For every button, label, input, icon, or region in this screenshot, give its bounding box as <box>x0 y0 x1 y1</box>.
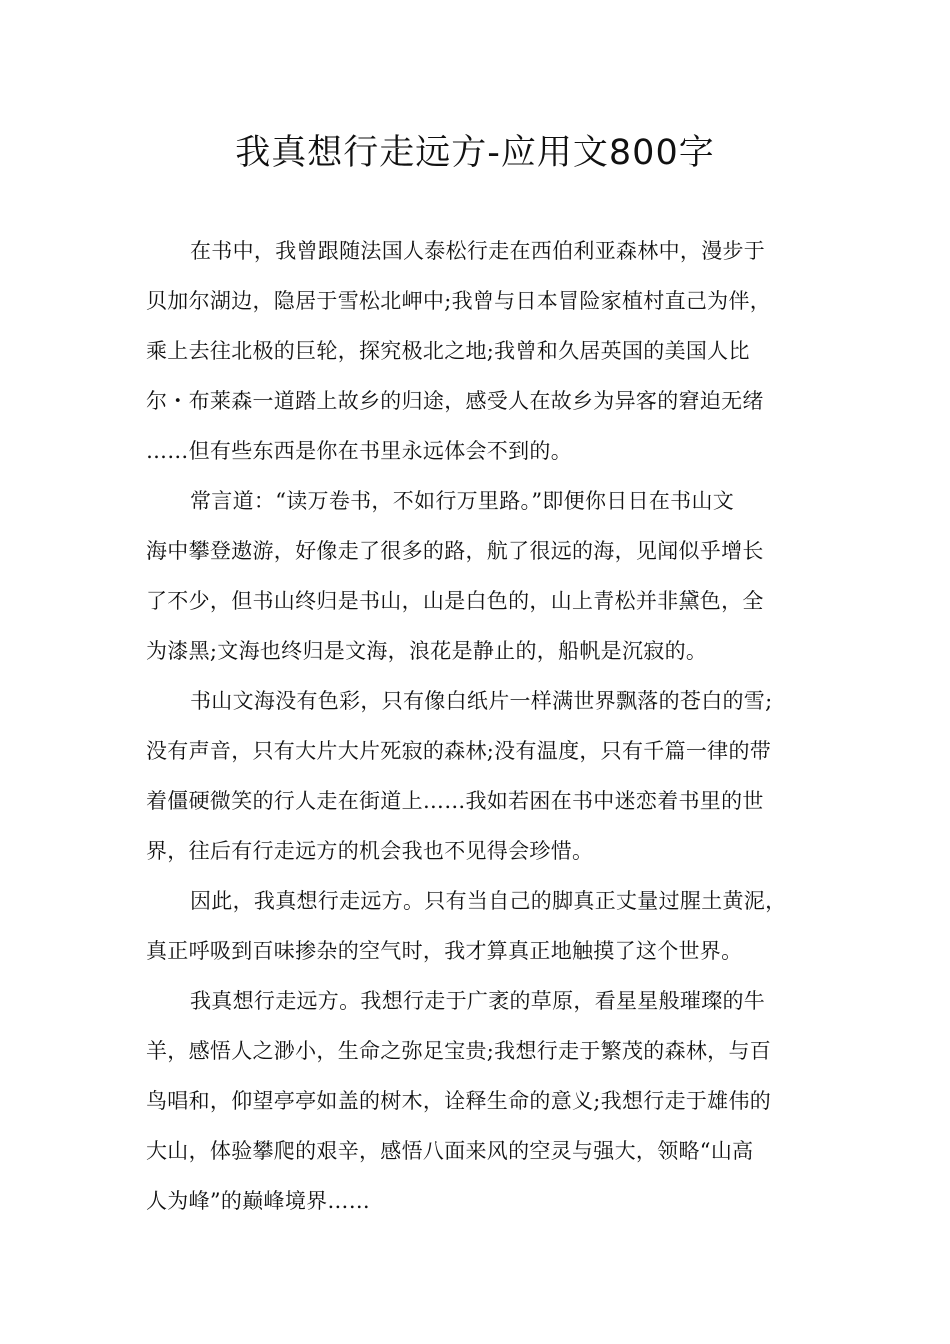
paragraph <box>146 876 810 976</box>
text-line: 贝加尔湖边，隐居于雪松北岬中;我曾与日本冒险家植村直己为伴， <box>146 289 772 313</box>
text-line: 了不少，但书山终归是书山，山是白色的，山上青松并非黛色，全 <box>146 589 764 613</box>
paragraph <box>146 226 810 476</box>
text-line: 人为峰”的巅峰境界…… <box>146 1189 371 1213</box>
text-line: 鸟唱和，仰望亭亭如盖的树木，诠释生命的意义;我想行走于雄伟的 <box>146 1089 772 1113</box>
text-line: 海中攀登遨游，好像走了很多的路，航了很远的海，见闻似乎增长 <box>146 539 764 563</box>
paragraph <box>146 976 810 1226</box>
text-line: 羊，感悟人之渺小，生命之弥足宝贵;我想行走于繁茂的森林，与百 <box>146 1039 772 1063</box>
text-line: 没有声音，只有大片大片死寂的森林;没有温度，只有千篇一律的带 <box>146 739 772 763</box>
text-line: 大山，体验攀爬的艰辛，感悟八面来风的空灵与强大，领略“山高 <box>146 1139 754 1163</box>
text-line: 在书中，我曾跟随法国人泰松行走在西伯利亚森林中，漫步于 <box>190 239 766 263</box>
text-line: 书山文海没有色彩，只有像白纸片一样满世界飘落的苍白的雪; <box>190 689 773 713</box>
text-line: 为漆黑;文海也终归是文海，浪花是静止的，船帆是沉寂的。 <box>146 639 708 663</box>
document-title: 我真想行走远方-应用文800字 <box>235 133 715 173</box>
document-body <box>146 226 810 1226</box>
text-line: 因此，我真想行走远方。只有当自己的脚真正丈量过腥土黄泥， <box>190 889 787 913</box>
text-line: 界，往后有行走远方的机会我也不见得会珍惜。 <box>146 839 594 863</box>
text-line: 常言道：“读万卷书，不如行万里路。”即便你日日在书山文 <box>190 489 735 513</box>
text-line: ……但有些东西是你在书里永远体会不到的。 <box>146 439 572 463</box>
text-line: 尔・布莱森一道踏上故乡的归途，感受人在故乡为异客的窘迫无绪 <box>146 389 764 413</box>
text-line: 真正呼吸到百味掺杂的空气时，我才算真正地触摸了这个世界。 <box>146 939 743 963</box>
text-line: 我真想行走远方。我想行走于广袤的草原，看星星般璀璨的牛 <box>190 989 766 1013</box>
text-line: 着僵硬微笑的行人走在街道上……我如若困在书中迷恋着书里的世 <box>146 789 764 813</box>
paragraph <box>146 476 810 676</box>
paragraph <box>146 676 810 876</box>
text-line: 乘上去往北极的巨轮，探究极北之地;我曾和久居英国的美国人比 <box>146 339 750 363</box>
